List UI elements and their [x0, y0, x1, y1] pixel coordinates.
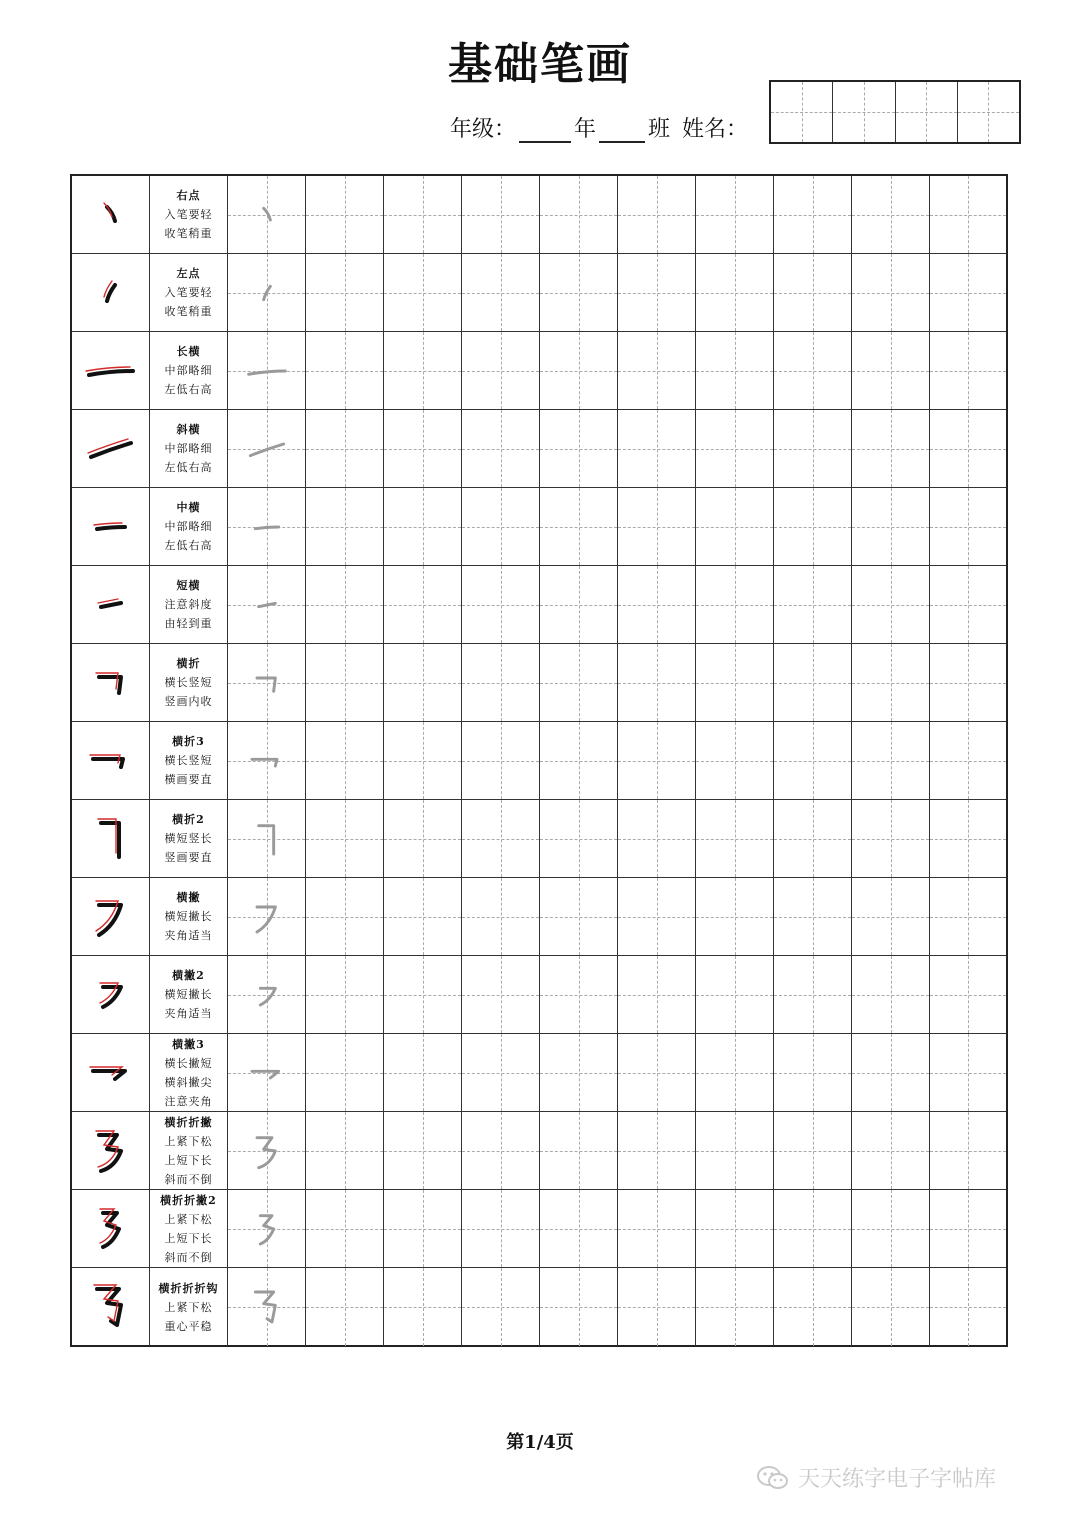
trace-stroke-icon	[242, 1048, 292, 1098]
practice-cell[interactable]	[618, 332, 696, 409]
model-stroke-cell	[72, 254, 150, 331]
dot-left-stroke-icon	[81, 263, 141, 323]
stroke-tip: 上紧下松	[164, 1134, 213, 1148]
stroke-row	[72, 1190, 1006, 1268]
stroke-name: 横折折撇	[164, 1115, 213, 1129]
stroke-tip: 中部略细	[164, 442, 213, 455]
horizontal-left-fall-3-stroke-icon	[81, 1043, 141, 1103]
stroke-name: 斜横	[176, 423, 201, 436]
model-stroke-cell	[72, 644, 150, 721]
name-label: 姓名：	[682, 117, 749, 142]
stroke-row	[72, 800, 1006, 878]
class-label: 班	[648, 117, 671, 142]
stroke-tip: 夹角适当	[164, 929, 213, 942]
stroke-description-cell	[150, 1268, 228, 1346]
practice-cell[interactable]	[852, 800, 930, 877]
practice-cell[interactable]	[930, 956, 1006, 1033]
practice-cell[interactable]	[618, 722, 696, 799]
hzzzg-stroke-icon	[81, 1277, 141, 1337]
practice-cell[interactable]	[384, 722, 462, 799]
practice-cell[interactable]	[384, 488, 462, 565]
practice-cell[interactable]	[462, 332, 540, 409]
practice-cell[interactable]	[618, 800, 696, 877]
stroke-tip: 横长竖短	[164, 676, 213, 689]
stroke-name: 横折折折钩	[158, 1281, 219, 1295]
trace-stroke-icon	[242, 268, 292, 318]
watermark	[756, 1462, 996, 1493]
model-stroke-cell	[72, 410, 150, 487]
stroke-description-cell	[150, 1034, 228, 1111]
practice-cell[interactable]	[696, 878, 774, 955]
practice-cell[interactable]	[774, 722, 852, 799]
stroke-name: 横折折撇2	[160, 1193, 217, 1207]
practice-cell[interactable]	[384, 410, 462, 487]
long-horizontal-stroke-icon	[81, 341, 141, 401]
name-box[interactable]	[833, 82, 895, 142]
model-stroke-cell	[72, 1112, 150, 1189]
practice-cell[interactable]	[540, 410, 618, 487]
stroke-description-cell	[150, 488, 228, 565]
stroke-tip: 横长竖短	[164, 754, 213, 767]
stroke-name: 横折3	[172, 735, 205, 748]
practice-cell[interactable]	[852, 1190, 930, 1267]
stroke-description-cell	[150, 1190, 228, 1267]
practice-cell[interactable]	[618, 644, 696, 721]
stroke-name: 右点	[176, 189, 201, 202]
practice-cell[interactable]	[930, 878, 1006, 955]
stroke-tip: 收笔稍重	[164, 305, 213, 318]
slanted-horizontal-stroke-icon	[81, 419, 141, 479]
model-stroke-cell	[72, 488, 150, 565]
trace-stroke-icon	[242, 970, 292, 1020]
trace-stroke-icon	[242, 346, 292, 396]
practice-cell[interactable]	[930, 1034, 1006, 1111]
practice-cell[interactable]	[852, 956, 930, 1033]
practice-cell[interactable]	[462, 1190, 540, 1267]
practice-cell[interactable]	[852, 254, 930, 331]
practice-cell[interactable]	[852, 488, 930, 565]
practice-cell[interactable]	[696, 1112, 774, 1189]
stroke-name: 横撇2	[172, 969, 205, 982]
stroke-tip: 注意夹角	[164, 1094, 213, 1108]
trace-stroke-icon	[242, 892, 292, 942]
stroke-tip: 斜而不倒	[164, 1172, 213, 1186]
stroke-name: 左点	[176, 267, 201, 280]
year-label: 年	[574, 117, 597, 142]
model-stroke-cell	[72, 566, 150, 643]
stroke-name: 短横	[176, 579, 201, 592]
practice-cell[interactable]	[306, 254, 384, 331]
practice-cell[interactable]	[462, 488, 540, 565]
trace-stroke-icon	[242, 658, 292, 708]
practice-cell[interactable]	[462, 878, 540, 955]
model-stroke-cell	[72, 1268, 150, 1346]
stroke-name: 横撇3	[172, 1037, 205, 1051]
stroke-tip: 斜而不倒	[164, 1250, 213, 1264]
practice-cell[interactable]	[384, 1034, 462, 1111]
stroke-tip: 中部略细	[164, 520, 213, 533]
model-stroke-cell	[72, 1190, 150, 1267]
class-blank[interactable]	[599, 119, 645, 143]
practice-cell[interactable]	[774, 956, 852, 1033]
practice-cell[interactable]	[774, 176, 852, 253]
tracing-cell[interactable]	[228, 410, 306, 487]
stroke-tip: 竖画内收	[164, 695, 213, 708]
stroke-tip: 竖画要直	[164, 851, 213, 864]
practice-cell[interactable]	[462, 1034, 540, 1111]
practice-cell[interactable]	[696, 1034, 774, 1111]
practice-cell[interactable]	[696, 176, 774, 253]
practice-cell[interactable]	[618, 1268, 696, 1346]
name-box[interactable]	[896, 82, 958, 142]
student-info-line	[450, 112, 748, 143]
page-title: 基础笔画	[448, 39, 632, 90]
tracing-cell[interactable]	[228, 1112, 306, 1189]
practice-cell[interactable]	[696, 488, 774, 565]
practice-cell[interactable]	[774, 644, 852, 721]
practice-cell[interactable]	[696, 800, 774, 877]
model-stroke-cell	[72, 800, 150, 877]
tracing-cell[interactable]	[228, 800, 306, 877]
trace-stroke-icon	[242, 814, 292, 864]
practice-cell[interactable]	[540, 1112, 618, 1189]
practice-cell[interactable]	[618, 254, 696, 331]
stroke-name: 长横	[176, 345, 201, 358]
practice-cell[interactable]	[462, 800, 540, 877]
stroke-description-cell	[150, 1112, 228, 1189]
model-stroke-cell	[72, 722, 150, 799]
practice-cell[interactable]	[384, 1268, 462, 1346]
practice-cell[interactable]	[540, 566, 618, 643]
hzzp-2-stroke-icon	[81, 1199, 141, 1259]
tracing-cell[interactable]	[228, 722, 306, 799]
stroke-row	[72, 566, 1006, 644]
stroke-description-cell	[150, 644, 228, 721]
practice-cell[interactable]	[930, 644, 1006, 721]
practice-cell[interactable]	[696, 644, 774, 721]
practice-cell[interactable]	[384, 1112, 462, 1189]
practice-cell[interactable]	[462, 1268, 540, 1346]
tracing-cell[interactable]	[228, 176, 306, 253]
practice-cell[interactable]	[540, 800, 618, 877]
stroke-tip: 上短下长	[164, 1231, 213, 1245]
stroke-description-cell	[150, 956, 228, 1033]
practice-cell[interactable]	[930, 1268, 1006, 1346]
practice-cell[interactable]	[774, 1112, 852, 1189]
stroke-row	[72, 1112, 1006, 1190]
stroke-tip: 上紧下松	[164, 1212, 213, 1226]
stroke-tip: 夹角适当	[164, 1007, 213, 1020]
practice-cell[interactable]	[540, 254, 618, 331]
horizontal-left-fall-stroke-icon	[81, 887, 141, 947]
trace-stroke-icon	[242, 1282, 292, 1332]
stroke-description-cell	[150, 878, 228, 955]
stroke-tip: 上短下长	[164, 1153, 213, 1167]
stroke-tip: 中部略细	[164, 364, 213, 377]
practice-cell[interactable]	[540, 644, 618, 721]
stroke-row	[72, 878, 1006, 956]
stroke-description-cell	[150, 722, 228, 799]
practice-cell[interactable]	[696, 410, 774, 487]
practice-cell[interactable]	[618, 488, 696, 565]
trace-stroke-icon	[242, 1204, 292, 1254]
practice-cell[interactable]	[306, 566, 384, 643]
practice-cell[interactable]	[930, 254, 1006, 331]
stroke-name: 中横	[176, 501, 201, 514]
practice-cell[interactable]	[540, 1268, 618, 1346]
practice-cell[interactable]	[852, 176, 930, 253]
tracing-cell[interactable]	[228, 1268, 306, 1346]
horizontal-turn-3-stroke-icon	[81, 731, 141, 791]
stroke-row	[72, 644, 1006, 722]
practice-cell[interactable]	[618, 566, 696, 643]
practice-cell[interactable]	[696, 566, 774, 643]
practice-cell[interactable]	[930, 488, 1006, 565]
stroke-tip: 横短撇长	[164, 910, 213, 923]
practice-cell[interactable]	[384, 566, 462, 643]
model-stroke-cell	[72, 332, 150, 409]
practice-cell[interactable]	[540, 332, 618, 409]
stroke-description-cell	[150, 410, 228, 487]
name-box[interactable]	[958, 82, 1019, 142]
horizontal-turn-stroke-icon	[81, 653, 141, 713]
grade-blank[interactable]	[519, 119, 571, 143]
stroke-row	[72, 1034, 1006, 1112]
practice-cell[interactable]	[462, 1112, 540, 1189]
practice-cell[interactable]	[462, 956, 540, 1033]
practice-cell[interactable]	[384, 956, 462, 1033]
practice-cell[interactable]	[384, 644, 462, 721]
practice-cell[interactable]	[930, 1190, 1006, 1267]
practice-cell[interactable]	[306, 176, 384, 253]
practice-cell[interactable]	[384, 878, 462, 955]
practice-cell[interactable]	[774, 1268, 852, 1346]
name-box[interactable]	[771, 82, 833, 142]
practice-cell[interactable]	[930, 410, 1006, 487]
stroke-tip: 上紧下松	[164, 1300, 213, 1314]
stroke-row	[72, 722, 1006, 800]
practice-cell[interactable]	[774, 1034, 852, 1111]
tracing-cell[interactable]	[228, 878, 306, 955]
practice-cell[interactable]	[852, 1268, 930, 1346]
practice-cell[interactable]	[774, 488, 852, 565]
tracing-cell[interactable]	[228, 1034, 306, 1111]
stroke-description-cell	[150, 800, 228, 877]
tracing-cell[interactable]	[228, 566, 306, 643]
practice-cell[interactable]	[852, 1112, 930, 1189]
practice-cell[interactable]	[774, 1190, 852, 1267]
stroke-row	[72, 488, 1006, 566]
practice-cell[interactable]	[774, 410, 852, 487]
stroke-description-cell	[150, 332, 228, 409]
tracing-cell[interactable]	[228, 488, 306, 565]
practice-cell[interactable]	[774, 566, 852, 643]
practice-cell[interactable]	[462, 566, 540, 643]
practice-cell[interactable]	[930, 566, 1006, 643]
practice-cell[interactable]	[540, 176, 618, 253]
practice-cell[interactable]	[306, 800, 384, 877]
trace-stroke-icon	[242, 502, 292, 552]
practice-cell[interactable]	[930, 332, 1006, 409]
watermark-text: 天天练字电子字帖库	[798, 1467, 997, 1492]
practice-cell[interactable]	[384, 800, 462, 877]
practice-cell[interactable]	[618, 956, 696, 1033]
practice-cell[interactable]	[540, 488, 618, 565]
practice-cell[interactable]	[306, 410, 384, 487]
model-stroke-cell	[72, 956, 150, 1033]
stroke-tip: 注意斜度	[164, 598, 213, 611]
dot-right-stroke-icon	[81, 185, 141, 245]
practice-cell[interactable]	[774, 254, 852, 331]
practice-cell[interactable]	[930, 722, 1006, 799]
page-number: 第1/4页	[506, 1432, 574, 1453]
trace-stroke-icon	[242, 1126, 292, 1176]
practice-cell[interactable]	[852, 410, 930, 487]
practice-cell[interactable]	[696, 254, 774, 331]
stroke-tip: 横长撇短	[164, 1056, 213, 1070]
practice-cell[interactable]	[306, 956, 384, 1033]
practice-cell[interactable]	[696, 1190, 774, 1267]
practice-cell[interactable]	[852, 332, 930, 409]
trace-stroke-icon	[242, 424, 292, 474]
practice-cell[interactable]	[930, 1112, 1006, 1189]
practice-cell[interactable]	[462, 644, 540, 721]
practice-cell[interactable]	[306, 1112, 384, 1189]
model-stroke-cell	[72, 1034, 150, 1111]
practice-cell[interactable]	[618, 1190, 696, 1267]
stroke-tip: 入笔要轻	[164, 286, 213, 299]
practice-cell[interactable]	[306, 1268, 384, 1346]
practice-cell[interactable]	[852, 722, 930, 799]
stroke-name: 横折	[176, 657, 201, 670]
tracing-cell[interactable]	[228, 1190, 306, 1267]
practice-cell[interactable]	[618, 1112, 696, 1189]
stroke-description-cell	[150, 176, 228, 253]
short-horizontal-stroke-icon	[81, 575, 141, 635]
stroke-description-cell	[150, 566, 228, 643]
stroke-tip: 收笔稍重	[164, 227, 213, 240]
model-stroke-cell	[72, 176, 150, 253]
stroke-tip: 横短竖长	[164, 832, 213, 845]
horizontal-turn-2-stroke-icon	[81, 809, 141, 869]
practice-cell[interactable]	[774, 800, 852, 877]
tracing-cell[interactable]	[228, 644, 306, 721]
stroke-tip: 横短撇长	[164, 988, 213, 1001]
practice-cell[interactable]	[306, 722, 384, 799]
practice-cell[interactable]	[384, 332, 462, 409]
practice-cell[interactable]	[384, 1190, 462, 1267]
hzzp-stroke-icon	[81, 1121, 141, 1181]
stroke-name: 横撇	[176, 891, 201, 904]
model-stroke-cell	[72, 878, 150, 955]
practice-cell[interactable]	[852, 566, 930, 643]
grade-label: 年级：	[450, 117, 517, 142]
practice-cell[interactable]	[852, 1034, 930, 1111]
stroke-tip: 由轻到重	[164, 617, 213, 630]
practice-cell[interactable]	[462, 254, 540, 331]
stroke-row	[72, 956, 1006, 1034]
trace-stroke-icon	[242, 736, 292, 786]
name-writing-boxes	[769, 80, 1021, 144]
practice-cell[interactable]	[306, 1034, 384, 1111]
practice-cell[interactable]	[618, 878, 696, 955]
practice-cell[interactable]	[930, 800, 1006, 877]
stroke-row	[72, 410, 1006, 488]
stroke-tip: 左低右高	[164, 383, 213, 396]
stroke-tip: 重心平稳	[164, 1319, 213, 1333]
practice-cell[interactable]	[462, 722, 540, 799]
practice-cell[interactable]	[306, 878, 384, 955]
practice-cell[interactable]	[540, 1190, 618, 1267]
practice-cell[interactable]	[852, 644, 930, 721]
stroke-description-cell	[150, 254, 228, 331]
practice-cell[interactable]	[540, 878, 618, 955]
practice-cell[interactable]	[696, 332, 774, 409]
medium-horizontal-stroke-icon	[81, 497, 141, 557]
practice-grid	[70, 174, 1008, 1347]
stroke-row	[72, 176, 1006, 254]
stroke-tip: 横斜撇尖	[164, 1075, 213, 1089]
practice-cell[interactable]	[540, 1034, 618, 1111]
practice-cell[interactable]	[306, 1190, 384, 1267]
practice-cell[interactable]	[306, 332, 384, 409]
practice-cell[interactable]	[696, 956, 774, 1033]
practice-cell[interactable]	[306, 644, 384, 721]
practice-cell[interactable]	[930, 176, 1006, 253]
trace-stroke-icon	[242, 580, 292, 630]
horizontal-left-fall-2-stroke-icon	[81, 965, 141, 1025]
stroke-tip: 左低右高	[164, 461, 213, 474]
stroke-row	[72, 332, 1006, 410]
practice-cell[interactable]	[618, 410, 696, 487]
trace-stroke-icon	[242, 190, 292, 240]
practice-cell[interactable]	[696, 1268, 774, 1346]
practice-cell[interactable]	[462, 410, 540, 487]
practice-cell[interactable]	[462, 176, 540, 253]
practice-cell[interactable]	[306, 488, 384, 565]
practice-cell[interactable]	[384, 254, 462, 331]
tracing-cell[interactable]	[228, 956, 306, 1033]
stroke-row	[72, 1268, 1006, 1346]
tracing-cell[interactable]	[228, 254, 306, 331]
wechat-icon	[756, 1465, 790, 1491]
practice-cell[interactable]	[384, 176, 462, 253]
practice-cell[interactable]	[774, 878, 852, 955]
practice-cell[interactable]	[618, 1034, 696, 1111]
practice-cell[interactable]	[852, 878, 930, 955]
stroke-name: 横折2	[172, 813, 205, 826]
practice-cell[interactable]	[618, 176, 696, 253]
stroke-tip: 左低右高	[164, 539, 213, 552]
stroke-tip: 横画要直	[164, 773, 213, 786]
practice-cell[interactable]	[540, 956, 618, 1033]
practice-cell[interactable]	[540, 722, 618, 799]
stroke-tip: 入笔要轻	[164, 208, 213, 221]
practice-cell[interactable]	[774, 332, 852, 409]
tracing-cell[interactable]	[228, 332, 306, 409]
stroke-row	[72, 254, 1006, 332]
practice-cell[interactable]	[696, 722, 774, 799]
